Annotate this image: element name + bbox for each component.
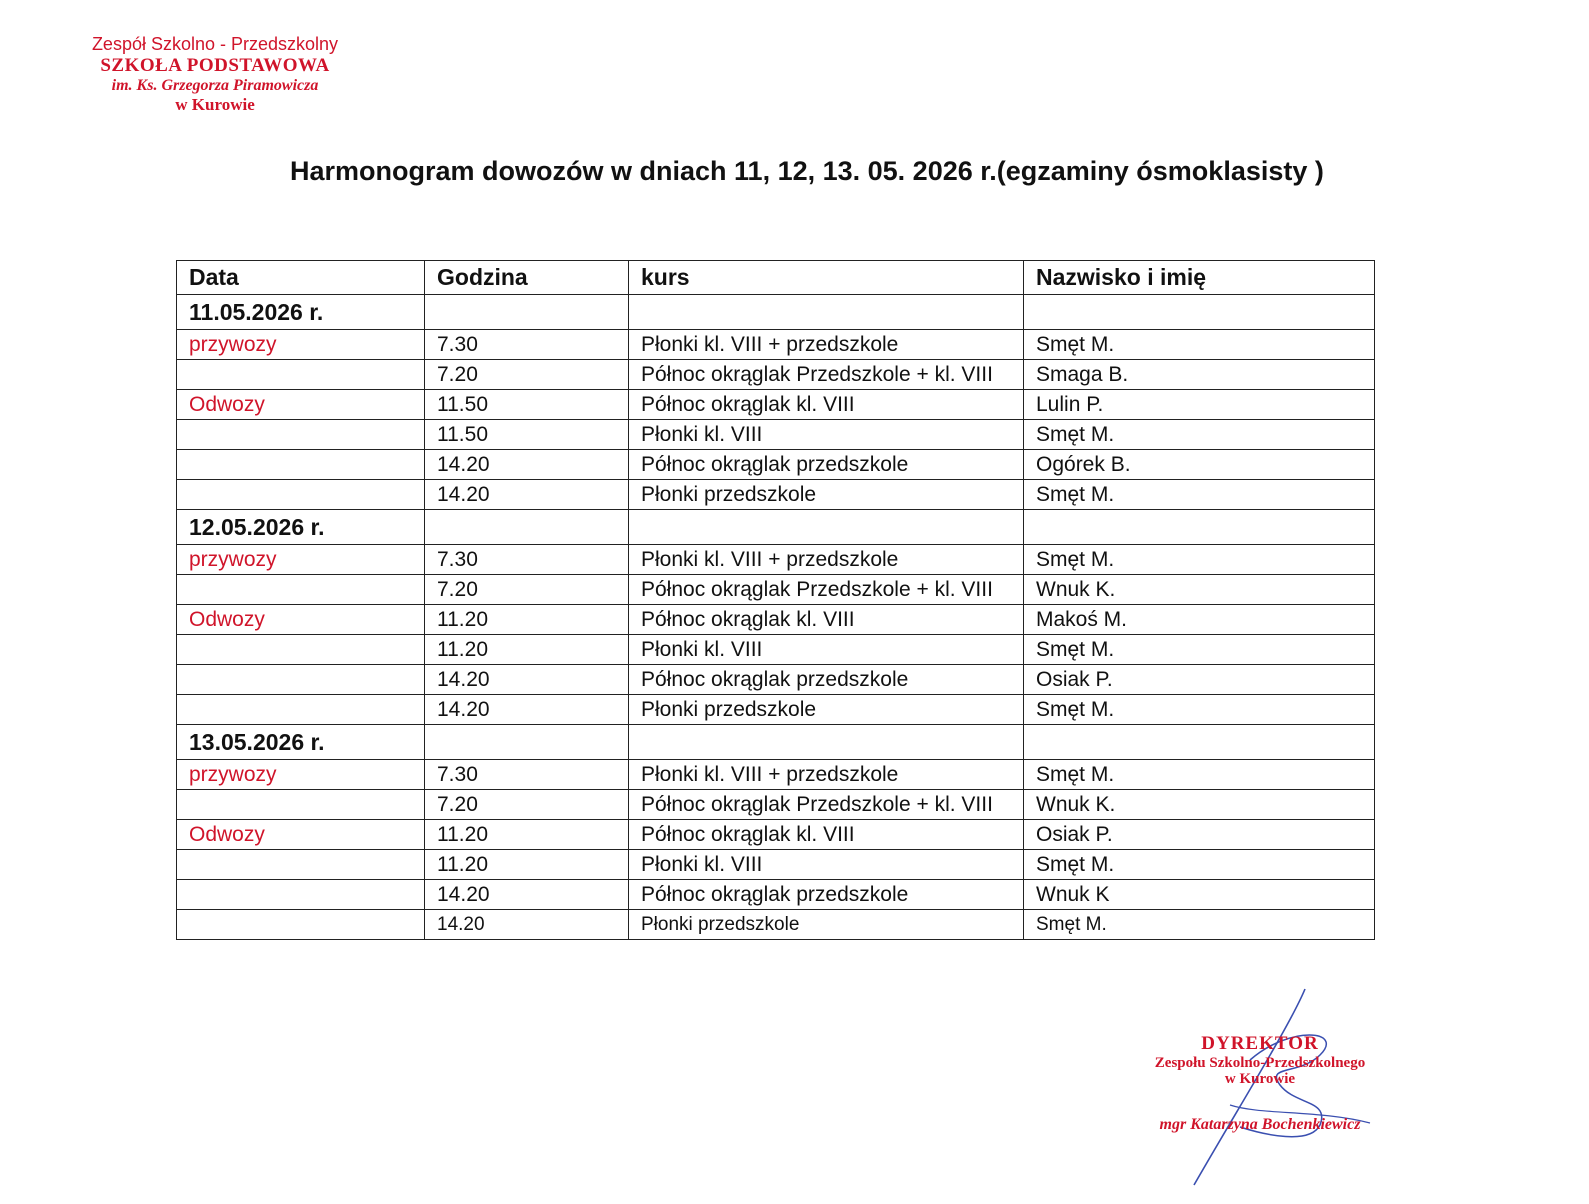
trip-type-cell — [177, 420, 425, 450]
trip-type-cell: Odwozy — [177, 390, 425, 420]
time-cell: 7.30 — [425, 545, 629, 575]
time-cell: 11.20 — [425, 850, 629, 880]
driver-name-cell: Smęt M. — [1024, 850, 1375, 880]
header-name: Nazwisko i imię — [1024, 261, 1375, 295]
time-cell: 14.20 — [425, 480, 629, 510]
empty-cell — [425, 295, 629, 330]
table-header-row — [177, 261, 1375, 295]
schedule-table — [176, 260, 1375, 940]
table-row — [177, 880, 1375, 910]
stamp-line-2: SZKOŁA PODSTAWOWA — [100, 54, 330, 76]
time-cell: 14.20 — [425, 450, 629, 480]
trip-type-cell — [177, 910, 425, 940]
time-cell: 11.20 — [425, 605, 629, 635]
driver-name-cell: Smęt M. — [1024, 420, 1375, 450]
director-institution: Zespołu Szkolno-Przedszkolnego — [1154, 1054, 1366, 1071]
time-cell: 14.20 — [425, 665, 629, 695]
time-cell: 7.20 — [425, 575, 629, 605]
driver-name-cell: Ogórek B. — [1024, 450, 1375, 480]
stamp-line-1: Zespół Szkolno - Przedszkolny — [91, 34, 339, 54]
header-date: Data — [177, 261, 425, 295]
trip-type-cell — [177, 695, 425, 725]
route-cell: Północ okrąglak przedszkole — [629, 665, 1024, 695]
route-cell: Północ okrąglak Przedszkole + kl. VIII — [629, 790, 1024, 820]
trip-type-cell: przywozy — [177, 330, 425, 360]
route-cell: Północ okrąglak kl. VIII — [629, 390, 1024, 420]
table-row — [177, 360, 1375, 390]
route-cell: Płonki przedszkole — [629, 695, 1024, 725]
route-cell: Płonki kl. VIII + przedszkole — [629, 545, 1024, 575]
driver-name-cell: Smęt M. — [1024, 635, 1375, 665]
time-cell: 7.30 — [425, 330, 629, 360]
stamp-line-3: im. Ks. Grzegorza Piramowicza — [111, 76, 319, 94]
time-cell: 11.20 — [425, 635, 629, 665]
driver-name-cell: Wnuk K. — [1024, 575, 1375, 605]
director-title: DYREKTOR — [1201, 1033, 1319, 1054]
table-row — [177, 390, 1375, 420]
trip-type-cell — [177, 665, 425, 695]
driver-name-cell: Smęt M. — [1024, 760, 1375, 790]
school-stamp — [80, 34, 350, 114]
director-name: mgr Katarzyna Bochenkiewicz — [1159, 1115, 1361, 1133]
table-row — [177, 820, 1375, 850]
route-cell: Płonki kl. VIII — [629, 635, 1024, 665]
route-cell: Północ okrąglak kl. VIII — [629, 605, 1024, 635]
route-cell: Północ okrąglak Przedszkole + kl. VIII — [629, 360, 1024, 390]
time-cell: 14.20 — [425, 910, 629, 940]
time-cell: 14.20 — [425, 880, 629, 910]
trip-type-cell — [177, 790, 425, 820]
route-cell: Północ okrąglak przedszkole — [629, 450, 1024, 480]
table-row — [177, 760, 1375, 790]
empty-cell — [629, 510, 1024, 545]
trip-type-cell — [177, 850, 425, 880]
route-cell: Płonki kl. VIII + przedszkole — [629, 760, 1024, 790]
trip-type-cell — [177, 360, 425, 390]
table-row — [177, 635, 1375, 665]
stamp-line-4: w Kurowie — [175, 94, 255, 114]
date-cell: 11.05.2026 r. — [177, 295, 425, 330]
trip-type-cell: Odwozy — [177, 820, 425, 850]
date-cell: 13.05.2026 r. — [177, 725, 425, 760]
trip-type-cell — [177, 880, 425, 910]
date-row — [177, 725, 1375, 760]
table-row — [177, 480, 1375, 510]
driver-name-cell: Smęt M. — [1024, 330, 1375, 360]
time-cell: 7.30 — [425, 760, 629, 790]
driver-name-cell: Wnuk K. — [1024, 790, 1375, 820]
trip-type-cell — [177, 635, 425, 665]
empty-cell — [1024, 295, 1375, 330]
route-cell: Płonki kl. VIII — [629, 850, 1024, 880]
driver-name-cell: Smęt M. — [1024, 545, 1375, 575]
driver-name-cell: Makoś M. — [1024, 605, 1375, 635]
route-cell: Północ okrąglak kl. VIII — [629, 820, 1024, 850]
driver-name-cell: Smaga B. — [1024, 360, 1375, 390]
route-cell: Płonki kl. VIII + przedszkole — [629, 330, 1024, 360]
route-cell: Płonki przedszkole — [629, 480, 1024, 510]
driver-name-cell: Smęt M. — [1024, 695, 1375, 725]
time-cell: 7.20 — [425, 360, 629, 390]
director-stamp — [1120, 1034, 1400, 1133]
table-row — [177, 330, 1375, 360]
time-cell: 11.50 — [425, 420, 629, 450]
table-row — [177, 910, 1375, 940]
time-cell: 14.20 — [425, 695, 629, 725]
schedule-body — [177, 295, 1375, 940]
time-cell: 11.20 — [425, 820, 629, 850]
table-row — [177, 695, 1375, 725]
table-row — [177, 545, 1375, 575]
header-route: kurs — [629, 261, 1024, 295]
date-row — [177, 295, 1375, 330]
time-cell: 7.20 — [425, 790, 629, 820]
empty-cell — [629, 295, 1024, 330]
driver-name-cell: Lulin P. — [1024, 390, 1375, 420]
trip-type-cell: Odwozy — [177, 605, 425, 635]
empty-cell — [1024, 510, 1375, 545]
trip-type-cell: przywozy — [177, 760, 425, 790]
document-title: Harmonogram dowozów w dniach 11, 12, 13. 05. 2026 r.(egzaminy ósmoklasisty ) — [290, 156, 1324, 186]
empty-cell — [425, 725, 629, 760]
route-cell: Północ okrąglak Przedszkole + kl. VIII — [629, 575, 1024, 605]
empty-cell — [1024, 725, 1375, 760]
table-row — [177, 850, 1375, 880]
driver-name-cell: Wnuk K — [1024, 880, 1375, 910]
table-row — [177, 605, 1375, 635]
route-cell: Płonki kl. VIII — [629, 420, 1024, 450]
date-row — [177, 510, 1375, 545]
time-cell: 11.50 — [425, 390, 629, 420]
route-cell: Północ okrąglak przedszkole — [629, 880, 1024, 910]
empty-cell — [629, 725, 1024, 760]
director-location: w Kurowie — [1224, 1071, 1296, 1088]
header-time: Godzina — [425, 261, 629, 295]
trip-type-cell — [177, 480, 425, 510]
driver-name-cell: Osiak P. — [1024, 665, 1375, 695]
table-row — [177, 420, 1375, 450]
table-row — [177, 575, 1375, 605]
empty-cell — [425, 510, 629, 545]
trip-type-cell — [177, 575, 425, 605]
driver-name-cell: Smęt M. — [1024, 910, 1375, 940]
driver-name-cell: Smęt M. — [1024, 480, 1375, 510]
table-row — [177, 450, 1375, 480]
trip-type-cell — [177, 450, 425, 480]
table-row — [177, 790, 1375, 820]
date-cell: 12.05.2026 r. — [177, 510, 425, 545]
driver-name-cell: Osiak P. — [1024, 820, 1375, 850]
route-cell: Płonki przedszkole — [629, 910, 1024, 940]
table-row — [177, 665, 1375, 695]
trip-type-cell: przywozy — [177, 545, 425, 575]
